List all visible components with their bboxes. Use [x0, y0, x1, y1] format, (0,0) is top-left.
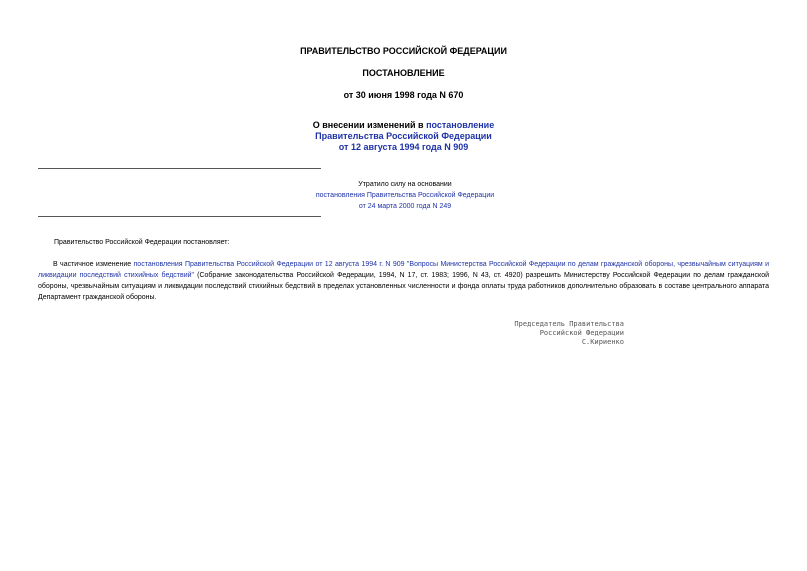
body-paragraph	[38, 259, 769, 303]
divider-top	[38, 168, 321, 169]
signature-block	[460, 320, 624, 347]
signature-organization: Российской Федерации	[539, 329, 624, 337]
subject-link-line3[interactable]: от 12 августа 1994 года N 909	[338, 142, 469, 152]
body-text-end: (Собрание законодательства Российской Федерации, 1994, N 17, ст. 1983; 1996, N 43, ст. 4920) разрешить Министерству Российской Федерации по делам гражданской обороны, чрезвычайным ситуациям и ликвидации последствий стихийных бедствий в пределах установленных численности и фонда оплаты труда работников дополнительно образовать в составе центрального аппарата Департамент гражданской обороны.	[38, 272, 769, 301]
status-link-line1[interactable]: постановления Правительства Российской Федерации	[315, 192, 495, 199]
body-link[interactable]: постановления Правительства Российской Федерации от 12 августа 1994 г. N 909 "Вопросы Министерства Российской Федерации по делам гражданской обороны, чрезвычайным ситуациям и ликвидации последствий стихийных бедствий"	[38, 261, 769, 279]
status-text: Утратило силу на основании	[358, 181, 452, 188]
subject-link[interactable]: постановление	[426, 120, 495, 130]
document-subject	[0, 120, 807, 153]
status-link-line2[interactable]: от 24 марта 2000 года N 249	[358, 203, 452, 210]
divider-bottom	[38, 216, 321, 217]
signature-position: Председатель Правительства	[514, 320, 624, 328]
document-type: ПОСТАНОВЛЕНИЕ	[362, 68, 445, 78]
signature-name: С.Кириенко	[581, 338, 624, 346]
subject-link-line2[interactable]: Правительства Российской Федерации	[315, 131, 492, 141]
status-note	[310, 179, 500, 212]
preamble-text: Правительство Российской Федерации постановляет:	[54, 239, 230, 246]
body-text-start: В частичное изменение	[53, 261, 134, 268]
subject-prefix: О внесении изменений в	[312, 120, 427, 130]
document-date: от 30 июня 1998 года N 670	[343, 90, 464, 100]
government-title: ПРАВИТЕЛЬСТВО РОССИЙСКОЙ ФЕДЕРАЦИИ	[300, 46, 507, 56]
